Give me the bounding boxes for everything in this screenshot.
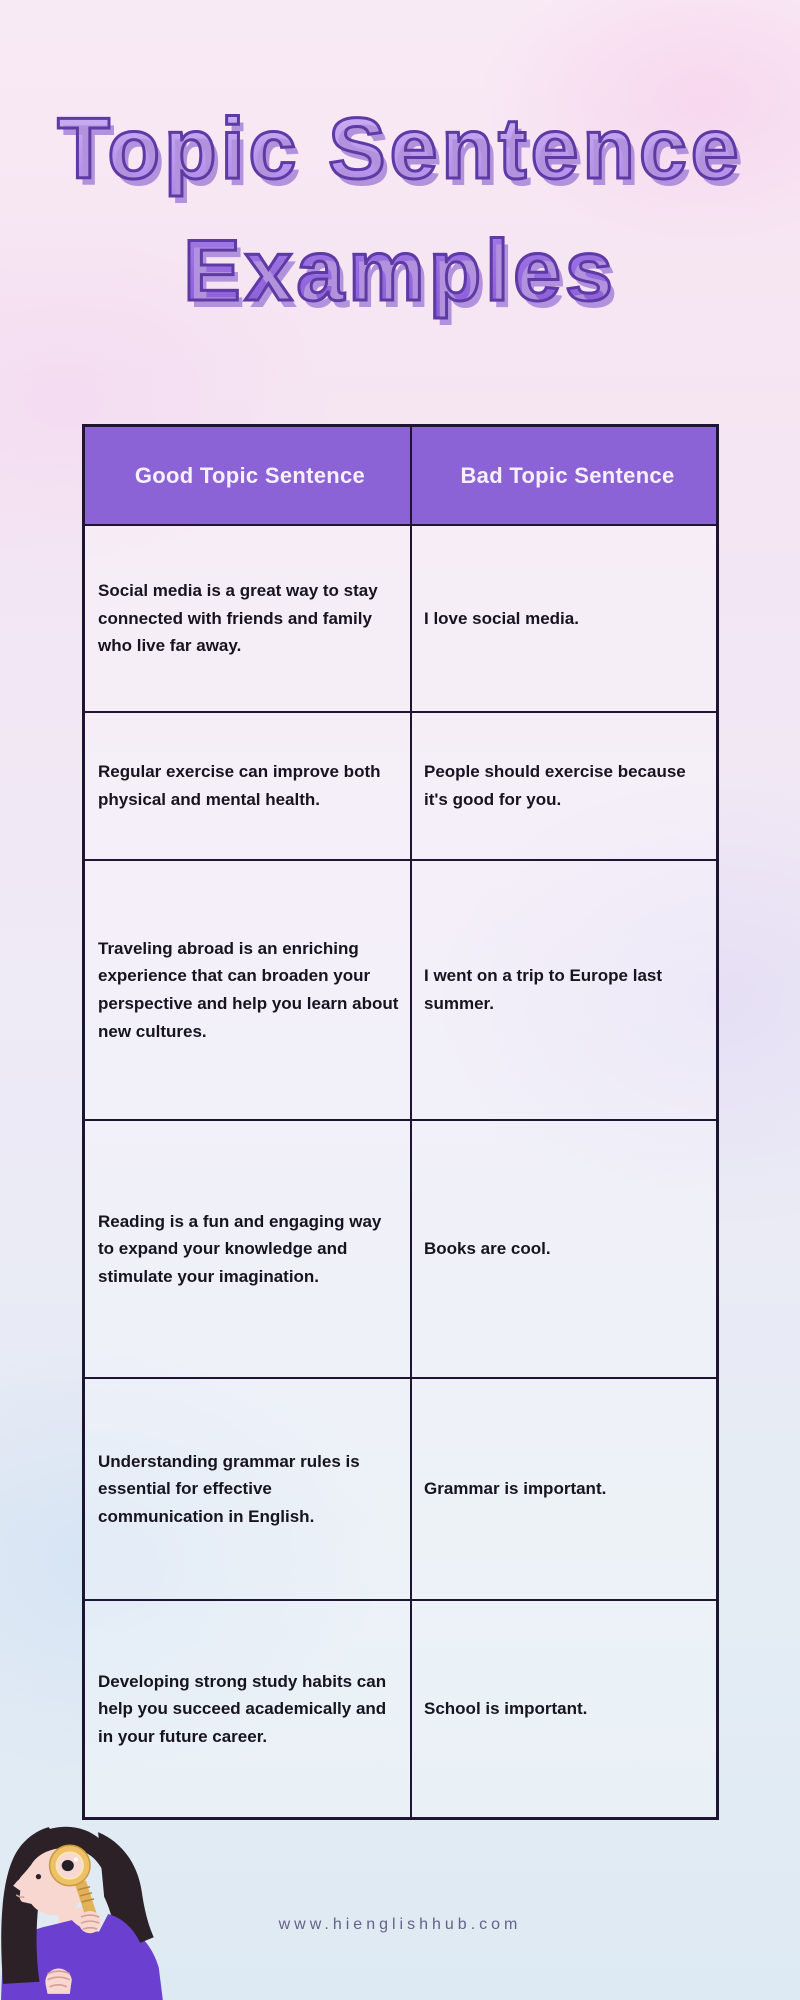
comparison-table: [82, 424, 719, 1820]
good-sentence-cell: Reading is a fun and engaging way to expand your knowledge and stimulate your imagination.: [85, 1121, 412, 1377]
bad-sentence-cell: I love social media.: [412, 526, 716, 711]
page-title-line2: Examples: [183, 223, 617, 319]
table-row: [85, 861, 716, 1121]
good-sentence-cell: Understanding grammar rules is essential for effective communication in English.: [85, 1379, 412, 1599]
table-header-row: [85, 427, 716, 526]
good-sentence-cell: Social media is a great way to stay connected with friends and family who live far away.: [85, 526, 412, 711]
page-title-line1: Topic Sentence: [57, 101, 743, 197]
bad-sentence-cell: People should exercise because it's good for you.: [412, 713, 716, 859]
good-sentence-cell: Traveling abroad is an enriching experience that can broaden your perspective and help you learn about new cultures.: [85, 861, 412, 1119]
bad-sentence-cell: Grammar is important.: [412, 1379, 716, 1599]
website-url: www.hienglishhub.com: [278, 1916, 522, 1933]
magnified-eye: [62, 1860, 74, 1871]
bad-sentence-cell: I went on a trip to Europe last summer.: [412, 861, 716, 1119]
good-sentence-cell: Developing strong study habits can help you succeed academically and in your future career.: [85, 1601, 412, 1817]
table-row: [85, 713, 716, 861]
column-header-bad: Bad Topic Sentence: [412, 427, 716, 524]
table-row: [85, 1379, 716, 1601]
magnifier-icon: [50, 1845, 90, 1885]
table-row: [85, 1601, 716, 1817]
bad-sentence-cell: School is important.: [412, 1601, 716, 1817]
page-title: [0, 88, 800, 332]
column-header-good: Good Topic Sentence: [85, 427, 412, 524]
eye: [36, 1874, 41, 1879]
table-row: [85, 526, 716, 713]
bad-sentence-cell: Books are cool.: [412, 1121, 716, 1377]
good-sentence-cell: Regular exercise can improve both physical and mental health.: [85, 713, 412, 859]
table-row: [85, 1121, 716, 1379]
woman-with-magnifying-glass-illustration: [0, 1820, 176, 2000]
